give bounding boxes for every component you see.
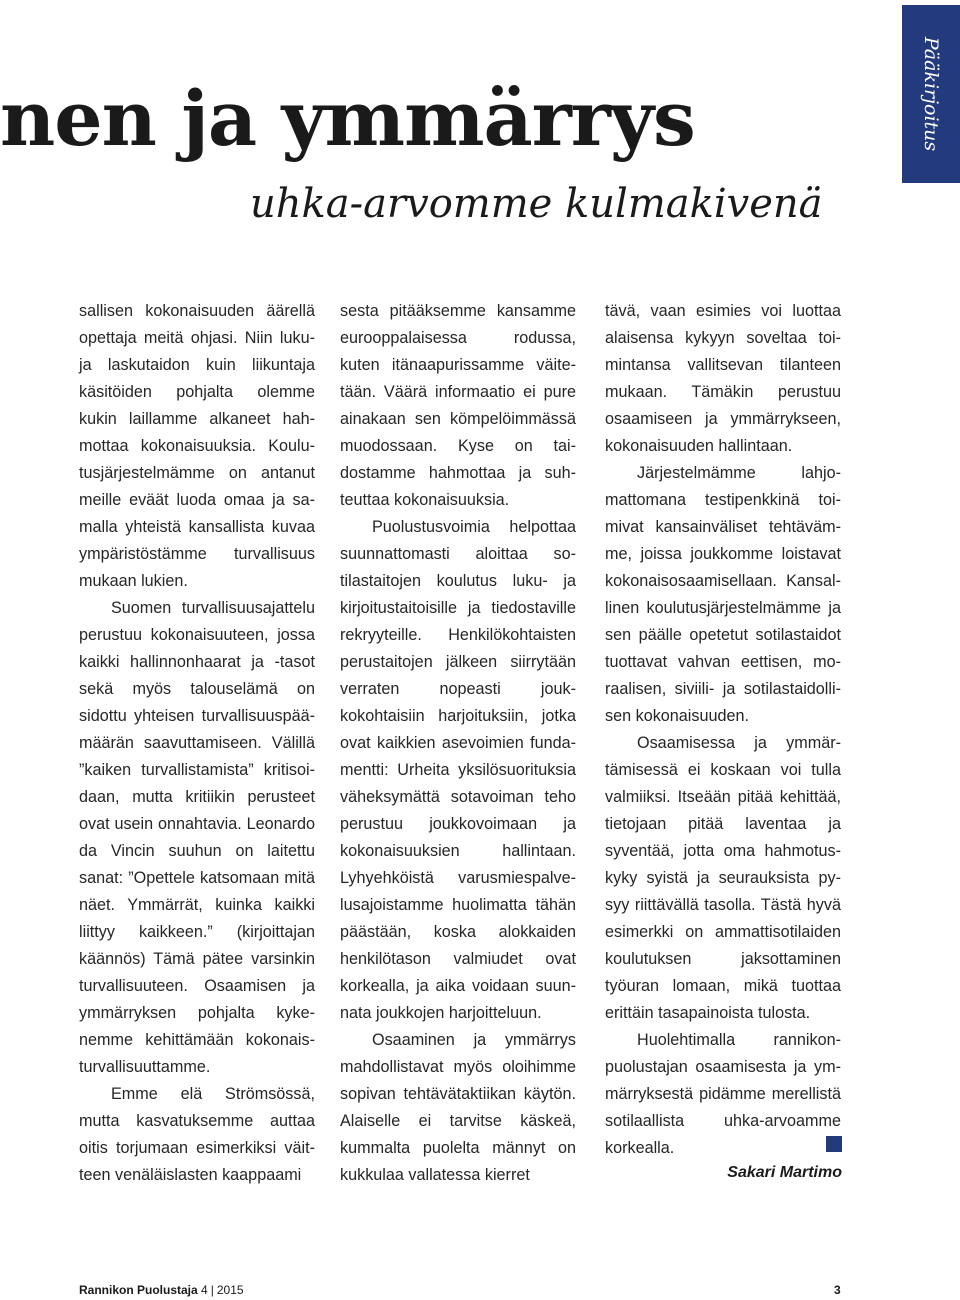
paragraph: Järjestelmämme lahjomattomana testipenkkinä toimivat kansainväliset tehtävämme, joissa joukkomme loistavat kokonaisosaamisellaan. Kansallinen koulutusjärjestelmämme ja sen päälle opetetut sotilastaidot tuottavat vahvan eettisen, moraalisen, siviili- ja sotilastaidollisen kokonaisuuden. — [605, 464, 841, 725]
author-byline: Sakari Martimo — [727, 1164, 842, 1181]
paragraph: sesta pitääksemme kansamme eurooppalaisessa rodussa, kuten itänaapurissamme väitetään. Väärä informaatio ei pure ainakaan sen kömpelöimmässä muodossaan. Kyse on taidostamme hahmottaa ja suhteuttaa kokonaisuuksia. — [340, 302, 576, 509]
paragraph: sallisen kokonaisuuden äärellä opettaja meitä ohjasi. Niin luku- ja laskutaidon kuin liikuntaja käsitöiden pohjalta olemme kukin laillamme alkaneet hahmottaa kokonaisuuksia. Koulutusjärjestelmämme on antanut meille eväät luoda omaa ja samalla yhteistä kansallista kuvaa ympäristöstämme turvallisuus mukaan lukien. — [79, 302, 315, 590]
article-column-2 — [340, 298, 576, 1189]
footer-publication — [79, 1283, 244, 1297]
paragraph: Emme elä Strömsössä, mutta kasvatuksemme auttaa oitis torjumaan esimerkiksi väitteen venäläislasten kaappaami — [79, 1085, 315, 1184]
article-title: nen ja ymmärrys — [0, 74, 695, 163]
article-column-1 — [79, 298, 315, 1189]
article-subtitle: uhka-arvomme kulmakivenä — [250, 181, 823, 227]
issue-number: 4 — [201, 1283, 208, 1297]
paragraph: Osaaminen ja ymmärrys mahdollistavat myös oloihimme sopivan tehtävätaktiikan käytön. Alaiselle ei tarvitse käskeä, kummalta puolelta männyt on kukkulaa vallatessa kierret — [340, 1031, 576, 1184]
publication-name: Rannikon Puolustaja — [79, 1283, 198, 1297]
issue-year: 2015 — [216, 1283, 244, 1297]
paragraph: Suomen turvallisuusajattelu perustuu kokonaisuuteen, jossa kaikki hallinnonhaarat ja -tasot sekä myös talouselämä on sidottu yhteisen turvallisuuspäämäärän saavuttamiseen. Välillä ”kaiken turvallistamista” kritisoidaan, mutta kritiikin perusteet ovat usein onnahtavia. Leonardo da Vincin suuhun on laitettu sanat: ”Opettele katsomaan mitä näet. Ymmärrät, kuinka kaikki liittyy kaikkeen.” (kirjoittajan käännös) Tämä pätee varsinkin turvallisuuteen. Osaamisen ja ymmärryksen pohjalta kykenemme kehittämään kokonaisturvallisuuttamme. — [79, 599, 315, 1076]
end-mark-icon — [826, 1136, 842, 1152]
paragraph: tävä, vaan esimies voi luottaa alaisensa kykyyn soveltaa toimintansa vallitsevan tilanteen mukaan. Tämäkin perustuu osaamiseen ja ymmärrykseen, kokonaisuuden hallintaan. — [605, 302, 841, 455]
paragraph: Osaamisessa ja ymmärtämisessä ei koskaan voi tulla valmiiksi. Itseään pitää kehittää, tietojaan pitää laventaa ja syventää, jotta oma hahmotuskyky syistä ja seurauksista pysyy riittävällä tasolla. Tästä hyvä esimerkki on ammattisotilaiden koulutuksen jaksottaminen työuran lomaan, mikä tuottaa erittäin tasapainoista tulosta. — [605, 734, 841, 1022]
section-tab — [902, 5, 960, 183]
paragraph: Huolehtimalla rannikonpuolustajan osaamisesta ja ymmärryksestä pidämme merellistä sotilaallista uhka-arvoamme korkealla. — [605, 1031, 841, 1157]
article-column-3 — [605, 298, 841, 1162]
paragraph: Puolustusvoimia helpottaa suunnattomasti aloittaa sotilastaitojen koulutus luku- ja kirjoitustaitoisille ja tiedostaville rekryyteille. Henkilökohtaisten perustaitojen jälkeen siirrytään verraten nopeasti joukkokohtaisiin harjoituksiin, jotka ovat kaikkien asevoimien fundamentti: Urheita yksilösuorituksia väheksymättä sotavoiman teho perustuu joukkovoimaan ja kokonaisuuksien hallintaan. Lyhyehköistä varusmiespalvelusajoistamme huolimatta tähän päästään, koska alokkaiden henkilötason valmiudet ovat korkealla, ja aika voidaan suunnata joukkojen harjoitteluun. — [340, 518, 576, 1022]
footer-divider: | — [210, 1283, 214, 1297]
page-number: 3 — [834, 1283, 841, 1297]
section-tab-label: Pääkirjoitus — [920, 36, 942, 152]
